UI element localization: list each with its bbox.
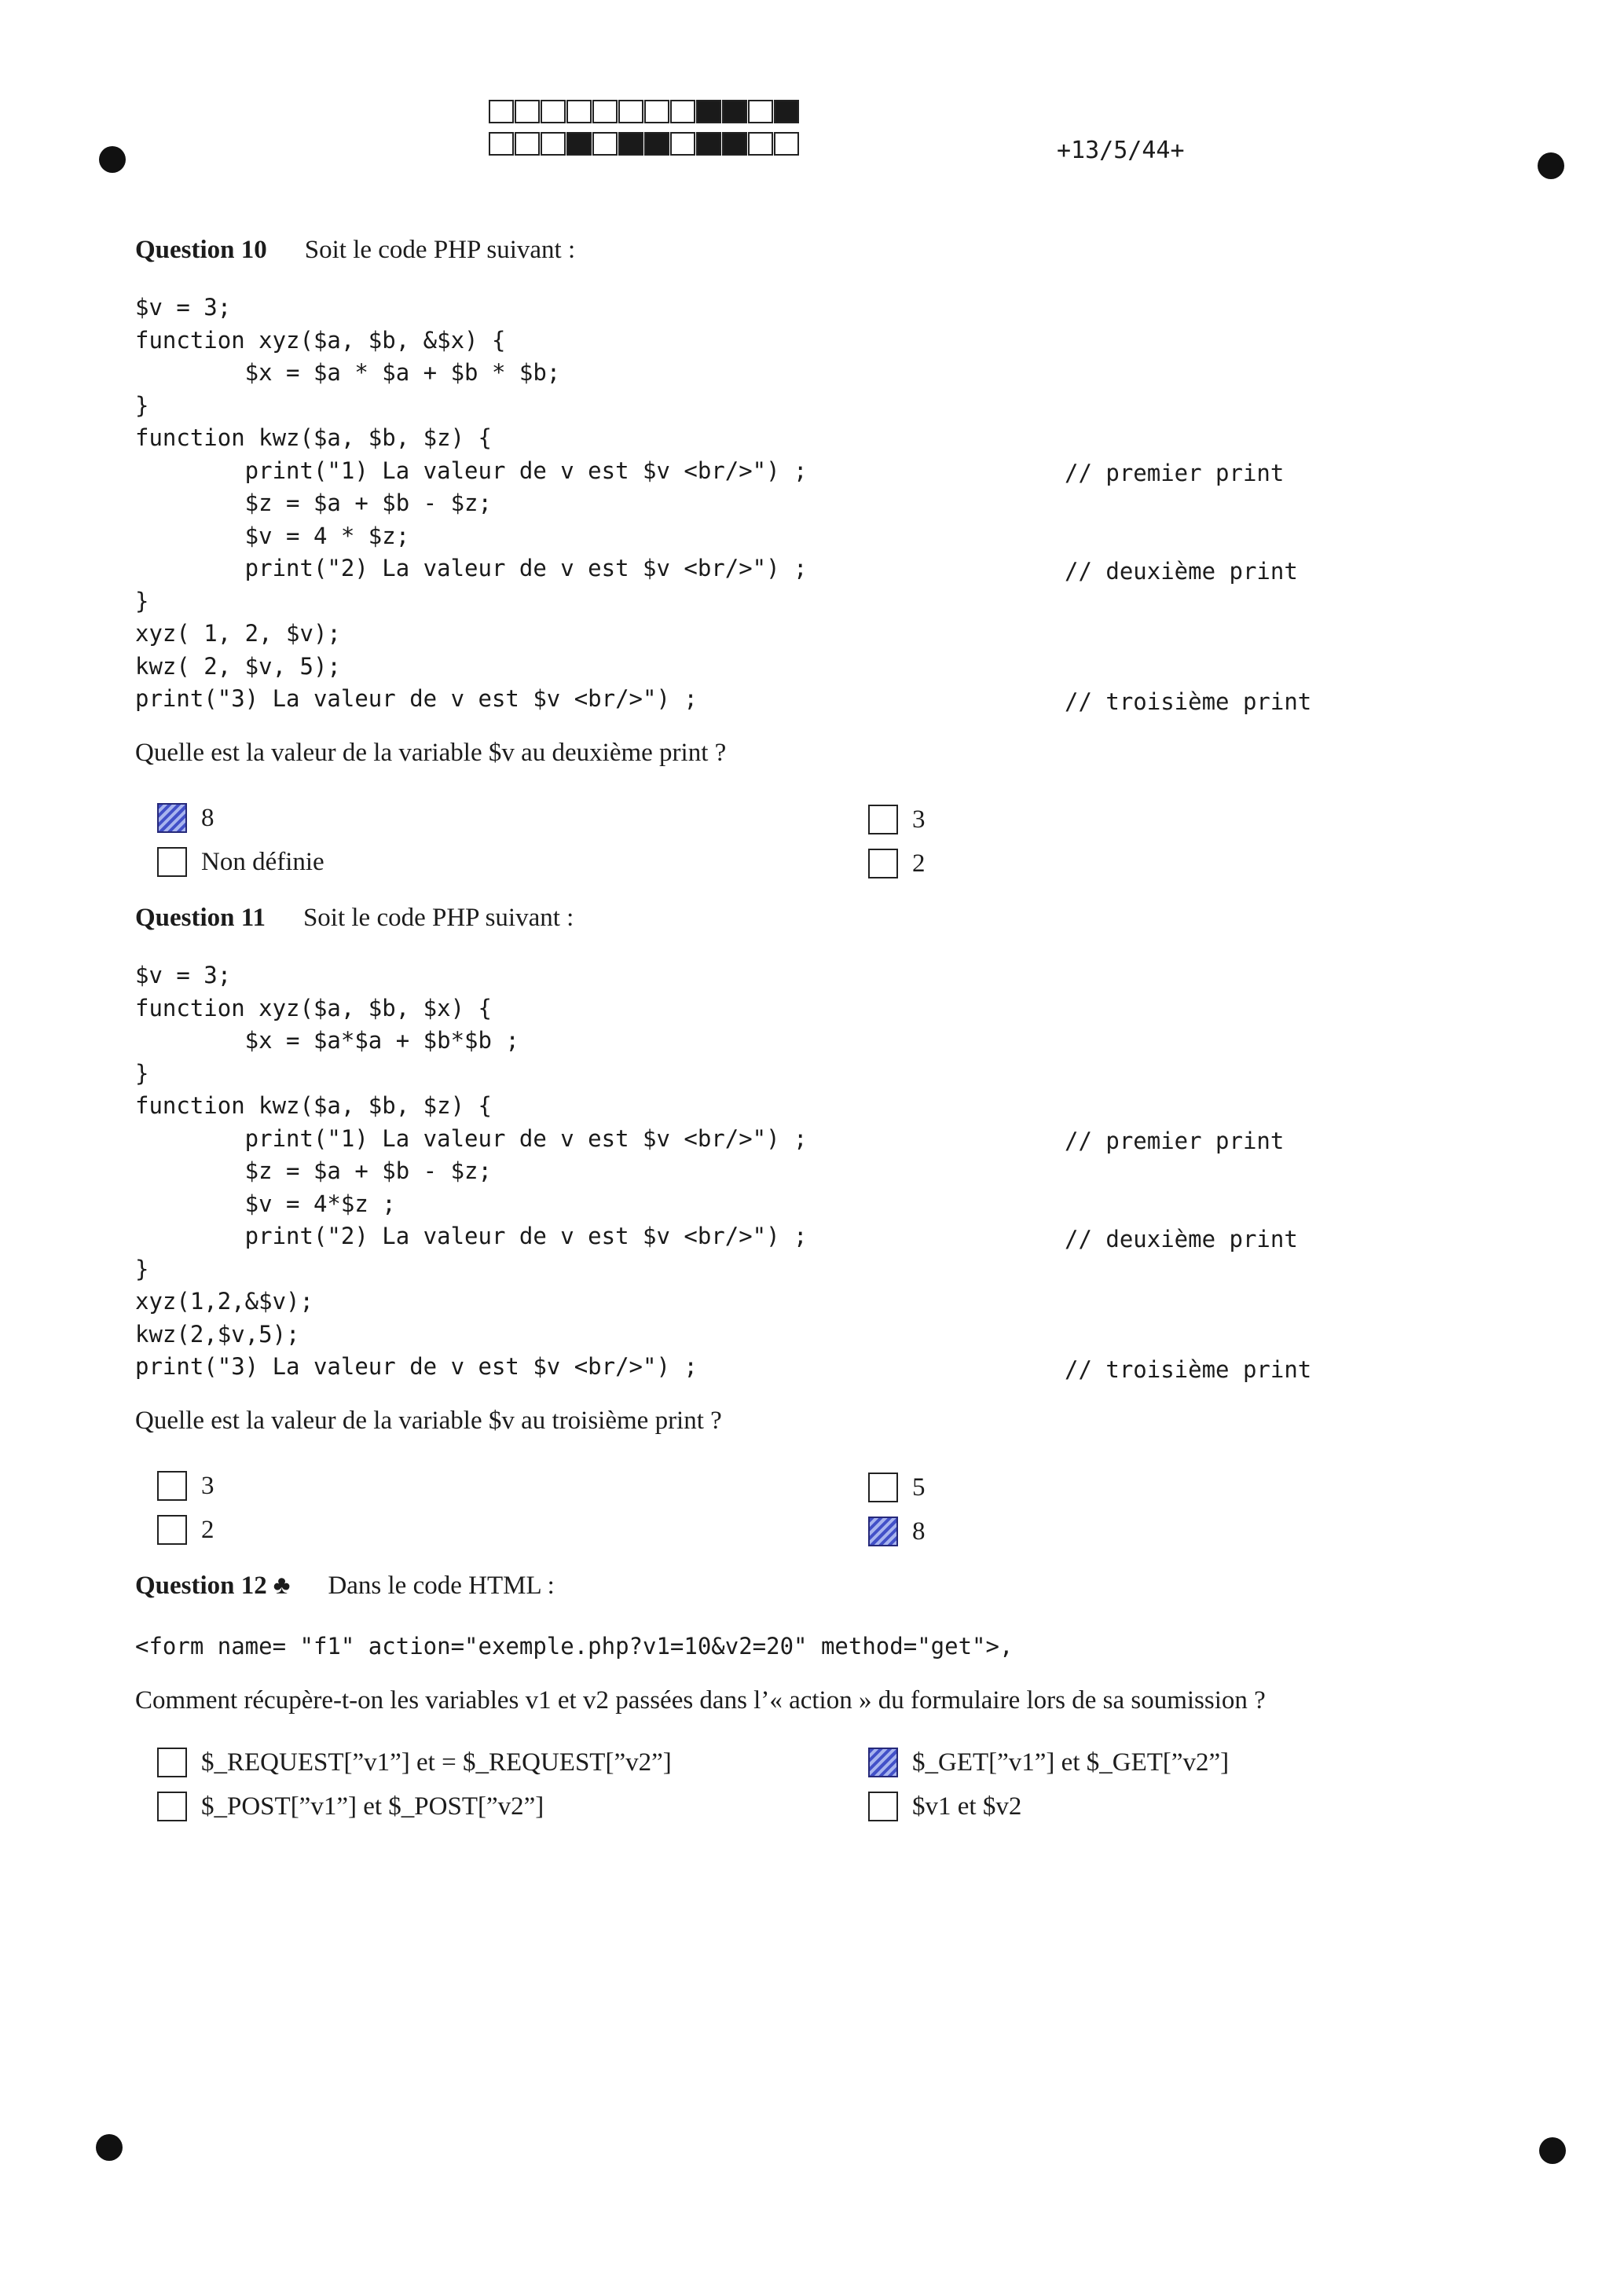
code-comment: // deuxième print xyxy=(1065,1226,1298,1253)
answer-option[interactable] xyxy=(868,1517,926,1546)
answer-checkbox[interactable] xyxy=(157,1792,187,1821)
question-intro: Dans le code HTML : xyxy=(328,1572,555,1600)
answer-option[interactable] xyxy=(868,1473,926,1502)
answer-checkbox[interactable] xyxy=(868,1792,898,1821)
question-intro: Soit le code PHP suivant : xyxy=(302,904,574,932)
question-11-title xyxy=(135,904,574,933)
code-comment: // deuxième print xyxy=(1065,558,1298,585)
question-12-title xyxy=(135,1572,555,1601)
answer-checkbox[interactable] xyxy=(868,1473,898,1502)
answer-checkbox[interactable] xyxy=(868,1748,898,1777)
barcode-cell xyxy=(774,132,799,156)
answer-option[interactable] xyxy=(868,805,926,834)
answer-label: 3 xyxy=(912,805,926,834)
question-prompt: Quelle est la valeur de la variable $v au deuxième print ? xyxy=(135,739,727,767)
barcode-cell xyxy=(644,132,669,156)
barcode-cell xyxy=(696,100,721,123)
barcode-cell xyxy=(566,100,592,123)
barcode-cell xyxy=(670,132,695,156)
question-intro: Soit le code PHP suivant : xyxy=(304,236,576,264)
answer-label: 5 xyxy=(912,1473,926,1502)
answer-option[interactable] xyxy=(157,803,214,833)
question-label: Question 11 xyxy=(135,904,266,932)
answer-label: $_GET[”v1”] et $_GET[”v2”] xyxy=(912,1748,1230,1777)
barcode-cell xyxy=(748,132,773,156)
barcode-cell xyxy=(618,132,643,156)
barcode-cell xyxy=(722,132,747,156)
club-icon: ♣ xyxy=(273,1572,291,1600)
answer-label: Non définie xyxy=(201,847,324,876)
html-code-line: <form name= "f1" action="exemple.php?v1=10&v2=20" method="get">, xyxy=(135,1633,1014,1660)
barcode-cell xyxy=(618,100,643,123)
barcode-cell xyxy=(774,100,799,123)
registration-mark-top-right xyxy=(1538,152,1564,179)
barcode-row-1 xyxy=(489,100,800,127)
answer-label: $v1 et $v2 xyxy=(912,1792,1022,1821)
question-10-title xyxy=(135,236,575,265)
answer-label: 8 xyxy=(201,803,214,832)
barcode-cell xyxy=(541,132,566,156)
barcode-cell xyxy=(541,100,566,123)
barcode-cell xyxy=(722,100,747,123)
answer-checkbox[interactable] xyxy=(868,849,898,878)
question-prompt: Quelle est la valeur de la variable $v au troisième print ? xyxy=(135,1407,722,1435)
answer-option[interactable] xyxy=(157,847,324,877)
answer-checkbox[interactable] xyxy=(157,803,187,833)
barcode-cell xyxy=(489,132,514,156)
barcode-cell xyxy=(670,100,695,123)
exam-id: +13/5/44+ xyxy=(1057,137,1185,164)
registration-mark-top-left xyxy=(99,146,126,173)
php-code-block: $v = 3; function xyz($a, $b, $x) { $x = $a*$a + $b*$b ; } function kwz($a, $b, $z) { print("1) La valeur de v est $v <br/>") ; $z = $a + $b - $z; $v = 4*$z ; print("2) La valeur de v est $v <br/>") ; } xyz(1,2,&$v); kwz(2,$v,5); print("3) La valeur de v est $v <br/>") ; xyxy=(135,962,808,1380)
php-code-block: $v = 3; function xyz($a, $b, &$x) { $x = $a * $a + $b * $b; } function kwz($a, $b, $z) { print("1) La valeur de v est $v <br/>") ; $z = $a + $b - $z; $v = 4 * $z; print("2) La valeur de v est $v <br/>") ; } xyz( 1, 2, $v); kwz( 2, $v, 5); print("3) La valeur de v est $v <br/>") ; xyxy=(135,294,808,712)
answer-label: 3 xyxy=(201,1471,214,1500)
question-label: Question 12 xyxy=(135,1572,267,1600)
answer-label: $_POST[”v1”] et $_POST[”v2”] xyxy=(201,1792,544,1821)
barcode-cell xyxy=(748,100,773,123)
answer-option[interactable] xyxy=(157,1471,214,1501)
answer-label: $_REQUEST[”v1”] et = $_REQUEST[”v2”] xyxy=(201,1748,672,1777)
answer-checkbox[interactable] xyxy=(157,1748,187,1777)
registration-mark-bottom-right xyxy=(1539,2137,1566,2164)
answer-checkbox[interactable] xyxy=(868,805,898,834)
question-label: Question 10 xyxy=(135,236,267,264)
barcode-cell xyxy=(515,100,540,123)
answer-checkbox[interactable] xyxy=(157,847,187,877)
answer-option[interactable] xyxy=(868,849,926,878)
barcode-row-2 xyxy=(489,132,800,159)
barcode-cell xyxy=(644,100,669,123)
answer-checkbox[interactable] xyxy=(157,1471,187,1501)
answer-label: 2 xyxy=(201,1515,214,1544)
barcode-cell xyxy=(696,132,721,156)
barcode-cell xyxy=(592,132,618,156)
answer-label: 2 xyxy=(912,849,926,878)
barcode-cell xyxy=(489,100,514,123)
answer-option[interactable] xyxy=(868,1792,1021,1821)
barcode-cell xyxy=(515,132,540,156)
code-comment: // troisième print xyxy=(1065,1356,1312,1383)
registration-mark-bottom-left xyxy=(96,2134,123,2161)
code-comment: // premier print xyxy=(1065,1128,1285,1154)
barcode-cell xyxy=(566,132,592,156)
barcode-cell xyxy=(592,100,618,123)
question-prompt: Comment récupère-t-on les variables v1 et v2 passées dans l’« action » du formulaire lors de sa soumission ? xyxy=(135,1686,1266,1715)
code-comment: // troisième print xyxy=(1065,688,1312,715)
code-comment: // premier print xyxy=(1065,460,1285,486)
answer-checkbox[interactable] xyxy=(157,1515,187,1545)
answer-option[interactable] xyxy=(157,1515,214,1545)
answer-option[interactable] xyxy=(868,1748,1229,1777)
answer-option[interactable] xyxy=(157,1748,672,1777)
answer-label: 8 xyxy=(912,1517,926,1546)
answer-checkbox[interactable] xyxy=(868,1517,898,1546)
answer-option[interactable] xyxy=(157,1792,544,1821)
